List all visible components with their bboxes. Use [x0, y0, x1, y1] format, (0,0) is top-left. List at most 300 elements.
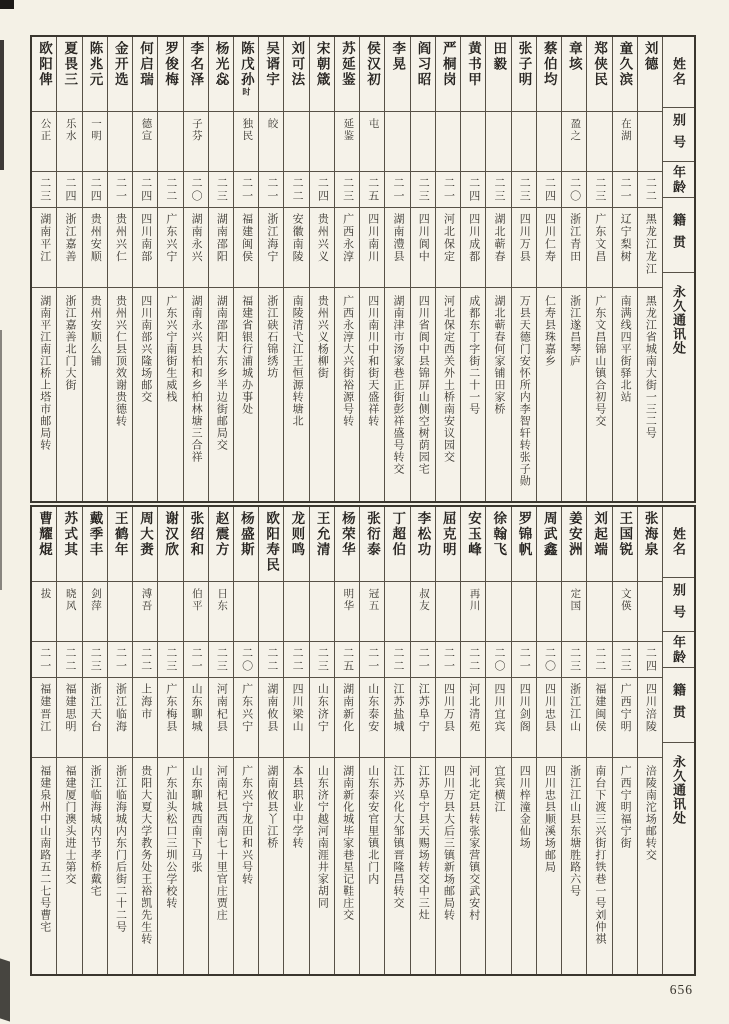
entry-native-place: 四川涪陵 [638, 678, 662, 758]
header-address: 永久通讯处 [671, 285, 686, 355]
entry-alias: 延鉴 [335, 112, 359, 172]
directory-entry [435, 507, 460, 974]
entry-native-place: 广东兴宁 [234, 678, 258, 758]
directory-entry [56, 507, 81, 974]
entry-native-place: 上海市 [133, 678, 157, 758]
entry-alias [486, 582, 510, 642]
entry-address: 万县天德门安怀所内李智轩转张子勋 [518, 295, 531, 487]
entry-native-place: 浙江海宁 [259, 208, 283, 288]
entry-native-place: 河北清苑 [461, 678, 485, 758]
entry-alias [512, 112, 536, 172]
entry-native-place: 湖南澧县 [385, 208, 409, 288]
entry-alias [108, 112, 132, 172]
directory-entry [107, 37, 132, 501]
entry-alias [209, 112, 233, 172]
entry-age: 二三 [83, 642, 107, 678]
entry-name: 陈戊孙时 [234, 37, 258, 112]
directory-entry [208, 37, 233, 501]
entry-address: 浙江遂昌琴庐 [568, 295, 581, 367]
entry-address: 四川南部兴隆场邮交 [139, 295, 152, 403]
directory-entry [233, 37, 258, 501]
entry-age: 二一 [32, 642, 56, 678]
entry-name: 蔡伯均 [537, 37, 561, 112]
entry-name: 杨盛斯 [234, 507, 258, 582]
directory-entry [637, 507, 662, 974]
entry-address: 湖南攸县丫江桥 [265, 765, 278, 849]
entry-native-place: 四川剑阁 [512, 678, 536, 758]
entry-native-place: 四川南部 [133, 208, 157, 288]
entry-address: 涪陵南沱场邮转交 [644, 765, 657, 861]
header-column [662, 507, 694, 974]
entry-address: 浙江嘉善北门大街 [63, 295, 76, 391]
entry-address: 浙江江山县东塘胜路六号 [568, 765, 581, 897]
directory-entry [82, 507, 107, 974]
entry-age: 二三 [158, 642, 182, 678]
entry-native-place: 福建思明 [57, 678, 81, 758]
directory-entry [82, 37, 107, 501]
entry-address: 广东文昌锦山镇合初号交 [593, 295, 606, 427]
directory-entry [435, 37, 460, 501]
entry-name: 李松功 [411, 507, 435, 582]
entry-name: 周武鑫 [537, 507, 561, 582]
entry-age: 二二 [638, 172, 662, 208]
entry-age: 二四 [537, 172, 561, 208]
entry-native-place: 四川宜宾 [486, 678, 510, 758]
entry-address: 南陵清弋江王恒源转塘北 [291, 295, 304, 427]
entry-native-place: 河北保定 [436, 208, 460, 288]
entry-native-place: 四川忠县 [537, 678, 561, 758]
entry-name: 刘起端 [587, 507, 611, 582]
entry-age: 二四 [310, 172, 334, 208]
entry-address: 广东兴宁南街生威栈 [164, 295, 177, 403]
entry-name: 姜安洲 [562, 507, 586, 582]
directory-entry [32, 37, 56, 501]
entry-alias: 屯 [360, 112, 384, 172]
entry-address: 江苏阜宁县天赐场转交中三灶 [417, 765, 430, 921]
entry-name: 田毅 [486, 37, 510, 112]
entry-name: 夏畏三 [57, 37, 81, 112]
entry-name: 张子明 [512, 37, 536, 112]
entry-alias [486, 112, 510, 172]
directory-entry [612, 37, 637, 501]
entry-age: 二一 [436, 172, 460, 208]
entry-age: 二二 [461, 642, 485, 678]
directory-entry [460, 37, 485, 501]
directory-entry [586, 507, 611, 974]
entry-native-place: 四川成都 [461, 208, 485, 288]
directory-entry [359, 37, 384, 501]
entry-alias: 再川 [461, 582, 485, 642]
entry-name: 苏式其 [57, 507, 81, 582]
entry-alias [638, 582, 662, 642]
entry-age: 二三 [32, 172, 56, 208]
entry-alias: 日东 [209, 582, 233, 642]
entry-address: 广西永淳大兴街裕源号转 [341, 295, 354, 427]
entry-address: 湖南邵阳大东乡半边街邮局交 [215, 295, 228, 451]
entry-alias: 拔 [32, 582, 56, 642]
entry-address: 湖南津市汤家巷正街彭祥盛号转交 [392, 295, 405, 475]
directory-entry [511, 507, 536, 974]
directory-entry [32, 507, 56, 974]
entry-name: 赵震方 [209, 507, 233, 582]
directory-entry [309, 507, 334, 974]
entry-age: 二二 [133, 642, 157, 678]
entry-native-place: 四川万县 [436, 678, 460, 758]
entry-age: 二一 [385, 172, 409, 208]
entry-alias: 溥吾 [133, 582, 157, 642]
directory-entry [56, 37, 81, 501]
entry-native-place: 广东兴宁 [158, 208, 182, 288]
entry-native-place: 黑龙江龙江 [638, 208, 662, 288]
entry-age: 二二 [259, 642, 283, 678]
directory-entry [283, 37, 308, 501]
entry-native-place: 湖南新化 [335, 678, 359, 758]
entry-name: 王鹤年 [108, 507, 132, 582]
entry-alias: 定国 [562, 582, 586, 642]
entry-name: 张衍泰 [360, 507, 384, 582]
entry-name: 宋朝箴 [310, 37, 334, 112]
entry-name: 戴季丰 [83, 507, 107, 582]
entry-native-place: 广西永淳 [335, 208, 359, 288]
entry-alias [108, 582, 132, 642]
entry-age: 二四 [638, 642, 662, 678]
header-name: 姓名 [663, 507, 694, 578]
entry-address: 湖南平江南江桥上塔市邮局转 [38, 295, 51, 451]
entry-native-place: 湖南攸县 [259, 678, 283, 758]
entry-native-place: 福建闽侯 [587, 678, 611, 758]
entry-alias [587, 112, 611, 172]
entry-address: 本县职业中学转 [291, 765, 304, 849]
entry-age: 二四 [133, 172, 157, 208]
entry-age: 二〇 [562, 172, 586, 208]
entry-age: 二一 [512, 642, 536, 678]
header-native-place: 籍贯 [663, 668, 694, 743]
entry-native-place: 浙江青田 [562, 208, 586, 288]
directory-entry [536, 37, 561, 501]
entry-address: 贵州兴义杨柳街 [316, 295, 329, 379]
entry-native-place: 福建闽侯 [234, 208, 258, 288]
entry-address: 湖北蕲春何家铺田家桥 [492, 295, 505, 415]
entry-address: 山东泰安官里镇北门内 [366, 765, 379, 885]
entry-native-place: 福建晋江 [32, 678, 56, 758]
entry-address: 福建泉州中山南路五二七号曹宅 [38, 765, 51, 933]
entry-name-note: 时 [241, 87, 251, 96]
entry-address: 仁寿县珠嘉乡 [543, 295, 556, 367]
directory-entry [334, 507, 359, 974]
entry-name: 罗俊梅 [158, 37, 182, 112]
entry-native-place: 山东泰安 [360, 678, 384, 758]
entry-native-place: 山东济宁 [310, 678, 334, 758]
entry-address: 江苏兴化大邹镇晋隆昌转交 [392, 765, 405, 909]
entry-name: 王国锐 [613, 507, 637, 582]
entry-alias [587, 582, 611, 642]
entry-alias: 乐水 [57, 112, 81, 172]
header-age: 年龄 [663, 162, 694, 198]
entry-age: 二一 [436, 642, 460, 678]
entry-address: 浙江临海城内节孝桥戴宅 [89, 765, 102, 897]
entry-native-place: 浙江嘉善 [57, 208, 81, 288]
entry-address: 福建厦门澳头进士第交 [63, 765, 76, 885]
entry-age: 二三 [512, 172, 536, 208]
entry-age: 二〇 [184, 172, 208, 208]
scan-artifact [0, 0, 14, 9]
entry-alias: 一明 [83, 112, 107, 172]
entry-alias: 剑萍 [83, 582, 107, 642]
entry-age: 二一 [108, 642, 132, 678]
entry-alias [284, 582, 308, 642]
header-name: 姓名 [663, 37, 694, 108]
entry-alias [158, 582, 182, 642]
entry-alias [310, 112, 334, 172]
entry-alias: 盈之 [562, 112, 586, 172]
entry-native-place: 江苏阜宁 [411, 678, 435, 758]
entry-age: 二一 [234, 172, 258, 208]
entry-age: 二一 [613, 172, 637, 208]
entry-age: 二四 [83, 172, 107, 208]
entry-address: 河南杞县西南七十里官庄贾庄 [215, 765, 228, 921]
entry-name: 刘可法 [284, 37, 308, 112]
entry-native-place: 江苏盐城 [385, 678, 409, 758]
entry-age: 二四 [461, 172, 485, 208]
entry-address: 河北定县转张家营镇交武安村 [467, 765, 480, 921]
entry-native-place: 四川南川 [360, 208, 384, 288]
entry-alias: 在湖 [613, 112, 637, 172]
directory-table-top [30, 35, 696, 503]
entry-age: 二〇 [234, 642, 258, 678]
entry-address: 黑龙江省城南大街一三二号 [644, 295, 657, 439]
entry-alias: 皎 [259, 112, 283, 172]
entry-native-place: 浙江天台 [83, 678, 107, 758]
entry-alias [512, 582, 536, 642]
directory-entry [208, 507, 233, 974]
entry-native-place: 安徽南陵 [284, 208, 308, 288]
entry-alias [436, 582, 460, 642]
entry-address: 广东兴宁龙田和兴号转 [240, 765, 253, 885]
entry-address: 南台下渡三兴街打铁巷一号刘仲祺 [593, 765, 606, 945]
directory-entry [384, 507, 409, 974]
entry-age: 二三 [486, 172, 510, 208]
entry-address: 四川万县大后三镇新场邮局转 [442, 765, 455, 921]
entry-address: 山东济宁越河南涯井家胡同 [316, 765, 329, 909]
entry-alias [385, 582, 409, 642]
entry-alias: 明华 [335, 582, 359, 642]
header-address: 永久通讯处 [671, 755, 686, 825]
entry-age: 二三 [310, 642, 334, 678]
entry-name: 曹耀焜 [32, 507, 56, 582]
directory-entry [283, 507, 308, 974]
directory-entry [485, 507, 510, 974]
directory-entry [359, 507, 384, 974]
entry-name: 屈克明 [436, 507, 460, 582]
entry-name: 阎习昭 [411, 37, 435, 112]
entry-alias [234, 582, 258, 642]
entry-alias [284, 112, 308, 172]
entry-native-place: 浙江临海 [108, 678, 132, 758]
directory-entry [586, 37, 611, 501]
directory-entry [132, 507, 157, 974]
entry-name: 龙则鸣 [284, 507, 308, 582]
entry-native-place: 湖南邵阳 [209, 208, 233, 288]
entry-age: 二三 [209, 642, 233, 678]
entry-address: 福建省银行浦城办事处 [240, 295, 253, 415]
entry-alias [411, 112, 435, 172]
entry-age: 二二 [385, 642, 409, 678]
entry-age: 二一 [360, 642, 384, 678]
entry-native-place: 湖北蕲春 [486, 208, 510, 288]
entry-alias: 冠五 [360, 582, 384, 642]
entry-name: 欧阳俾 [32, 37, 56, 112]
entry-address: 浙江临海城内东门后街二十二号 [114, 765, 127, 933]
directory-entry [561, 37, 586, 501]
entry-age: 二〇 [486, 642, 510, 678]
entry-age: 二五 [335, 642, 359, 678]
entry-native-place: 山东聊城 [184, 678, 208, 758]
entry-native-place: 广东文昌 [587, 208, 611, 288]
entry-age: 二三 [411, 172, 435, 208]
directory-entry [334, 37, 359, 501]
header-alias: 别号 [663, 108, 694, 162]
entry-name: 何启瑞 [133, 37, 157, 112]
entry-name: 童久滨 [613, 37, 637, 112]
directory-entry [384, 37, 409, 501]
entry-native-place: 河南杞县 [209, 678, 233, 758]
entry-native-place: 浙江江山 [562, 678, 586, 758]
entry-age: 二一 [411, 642, 435, 678]
entry-name: 侯汉初 [360, 37, 384, 112]
entry-native-place: 湖南永兴 [184, 208, 208, 288]
entry-alias [385, 112, 409, 172]
entry-name: 张海泉 [638, 507, 662, 582]
entry-alias: 公正 [32, 112, 56, 172]
directory-entry [157, 37, 182, 501]
entry-age: 二一 [108, 172, 132, 208]
directory-entry [132, 37, 157, 501]
entry-native-place: 四川梁山 [284, 678, 308, 758]
entry-age: 二五 [360, 172, 384, 208]
directory-entry [183, 507, 208, 974]
entry-age: 二二 [158, 172, 182, 208]
header-age: 年龄 [663, 632, 694, 668]
entry-alias: 独民 [234, 112, 258, 172]
entry-age: 二二 [587, 642, 611, 678]
entry-native-place: 辽宁梨树 [613, 208, 637, 288]
entry-age: 二三 [587, 172, 611, 208]
entry-alias [638, 112, 662, 172]
entry-address: 广西宁明福宁街 [619, 765, 632, 849]
directory-entry [183, 37, 208, 501]
entry-address: 四川忠县顺溪场邮局 [543, 765, 556, 873]
entry-address: 四川梓潼金仙场 [518, 765, 531, 849]
entry-name: 李名泽 [184, 37, 208, 112]
entry-age: 二一 [259, 172, 283, 208]
directory-entry [258, 507, 283, 974]
entry-address: 河北保定西关外土桥南安议园交 [442, 295, 455, 463]
entry-age: 二二 [284, 642, 308, 678]
entry-alias [537, 112, 561, 172]
entry-alias: 伯平 [184, 582, 208, 642]
entry-address: 贵州兴仁县顶效谢贵德转 [114, 295, 127, 427]
entry-name: 吴谞宇 [259, 37, 283, 112]
entry-name: 杨光惢 [209, 37, 233, 112]
directory-table-bottom [30, 505, 696, 976]
entry-alias [259, 582, 283, 642]
entry-alias: 子芬 [184, 112, 208, 172]
entry-address: 成都东丁字街二十一号 [467, 295, 480, 415]
directory-entry [258, 37, 283, 501]
directory-entry [410, 37, 435, 501]
directory-entry [460, 507, 485, 974]
entry-address: 四川省阆中县锦屏山侧空树荫园宅 [417, 295, 430, 475]
entry-native-place: 四川阆中 [411, 208, 435, 288]
entry-alias: 叔友 [411, 582, 435, 642]
entry-alias: 文偀 [613, 582, 637, 642]
directory-entry [536, 507, 561, 974]
entry-address: 山东聊城西南下马张 [190, 765, 203, 873]
entry-name: 黄书甲 [461, 37, 485, 112]
directory-entry [612, 507, 637, 974]
entry-alias [436, 112, 460, 172]
entry-age: 二三 [209, 172, 233, 208]
entry-name: 欧阳寿民 [259, 507, 283, 582]
entry-name: 严桐岗 [436, 37, 460, 112]
entry-alias [537, 582, 561, 642]
entry-name: 张绍和 [184, 507, 208, 582]
entry-address: 湖南新化城毕家巷星记鞋庄交 [341, 765, 354, 921]
entry-native-place: 贵州兴仁 [108, 208, 132, 288]
entry-native-place: 贵州安顺 [83, 208, 107, 288]
header-native-place: 籍贯 [663, 198, 694, 273]
entry-address: 贵阳大夏大学教务处王裕凯先生转 [139, 765, 152, 945]
entry-age: 二一 [184, 642, 208, 678]
entry-address: 贵州安顺么铺 [89, 295, 102, 367]
entry-name: 苏延鉴 [335, 37, 359, 112]
directory-entry [410, 507, 435, 974]
entry-address: 湖南永兴县柏和乡柏林塘三合祥 [190, 295, 203, 463]
entry-name: 刘德 [638, 37, 662, 112]
entry-name: 安玉峰 [461, 507, 485, 582]
entry-native-place: 湖南平江 [32, 208, 56, 288]
entry-address: 四川南川中和街天盛祥转 [366, 295, 379, 427]
scan-artifact [0, 330, 2, 590]
entry-name: 徐翰飞 [486, 507, 510, 582]
directory-entry [637, 37, 662, 501]
entry-name: 章垓 [562, 37, 586, 112]
entry-alias [461, 112, 485, 172]
entry-name: 罗锦帆 [512, 507, 536, 582]
entry-name: 郑侠民 [587, 37, 611, 112]
entry-age: 二二 [284, 172, 308, 208]
directory-entry [511, 37, 536, 501]
entry-native-place: 贵州兴义 [310, 208, 334, 288]
entry-alias [158, 112, 182, 172]
entry-native-place: 四川万县 [512, 208, 536, 288]
directory-entry [561, 507, 586, 974]
entry-name: 周大赉 [133, 507, 157, 582]
entry-name: 杨荣华 [335, 507, 359, 582]
scan-artifact [0, 40, 4, 170]
entry-age: 二〇 [537, 642, 561, 678]
entry-native-place: 四川仁寿 [537, 208, 561, 288]
entry-age: 二二 [57, 642, 81, 678]
entry-age: 二四 [57, 172, 81, 208]
entry-native-place: 广东梅县 [158, 678, 182, 758]
directory-entry [157, 507, 182, 974]
entry-alias: 德宣 [133, 112, 157, 172]
entry-name: 陈兆元 [83, 37, 107, 112]
entry-name: 王允清 [310, 507, 334, 582]
entry-alias [310, 582, 334, 642]
header-column [662, 37, 694, 501]
